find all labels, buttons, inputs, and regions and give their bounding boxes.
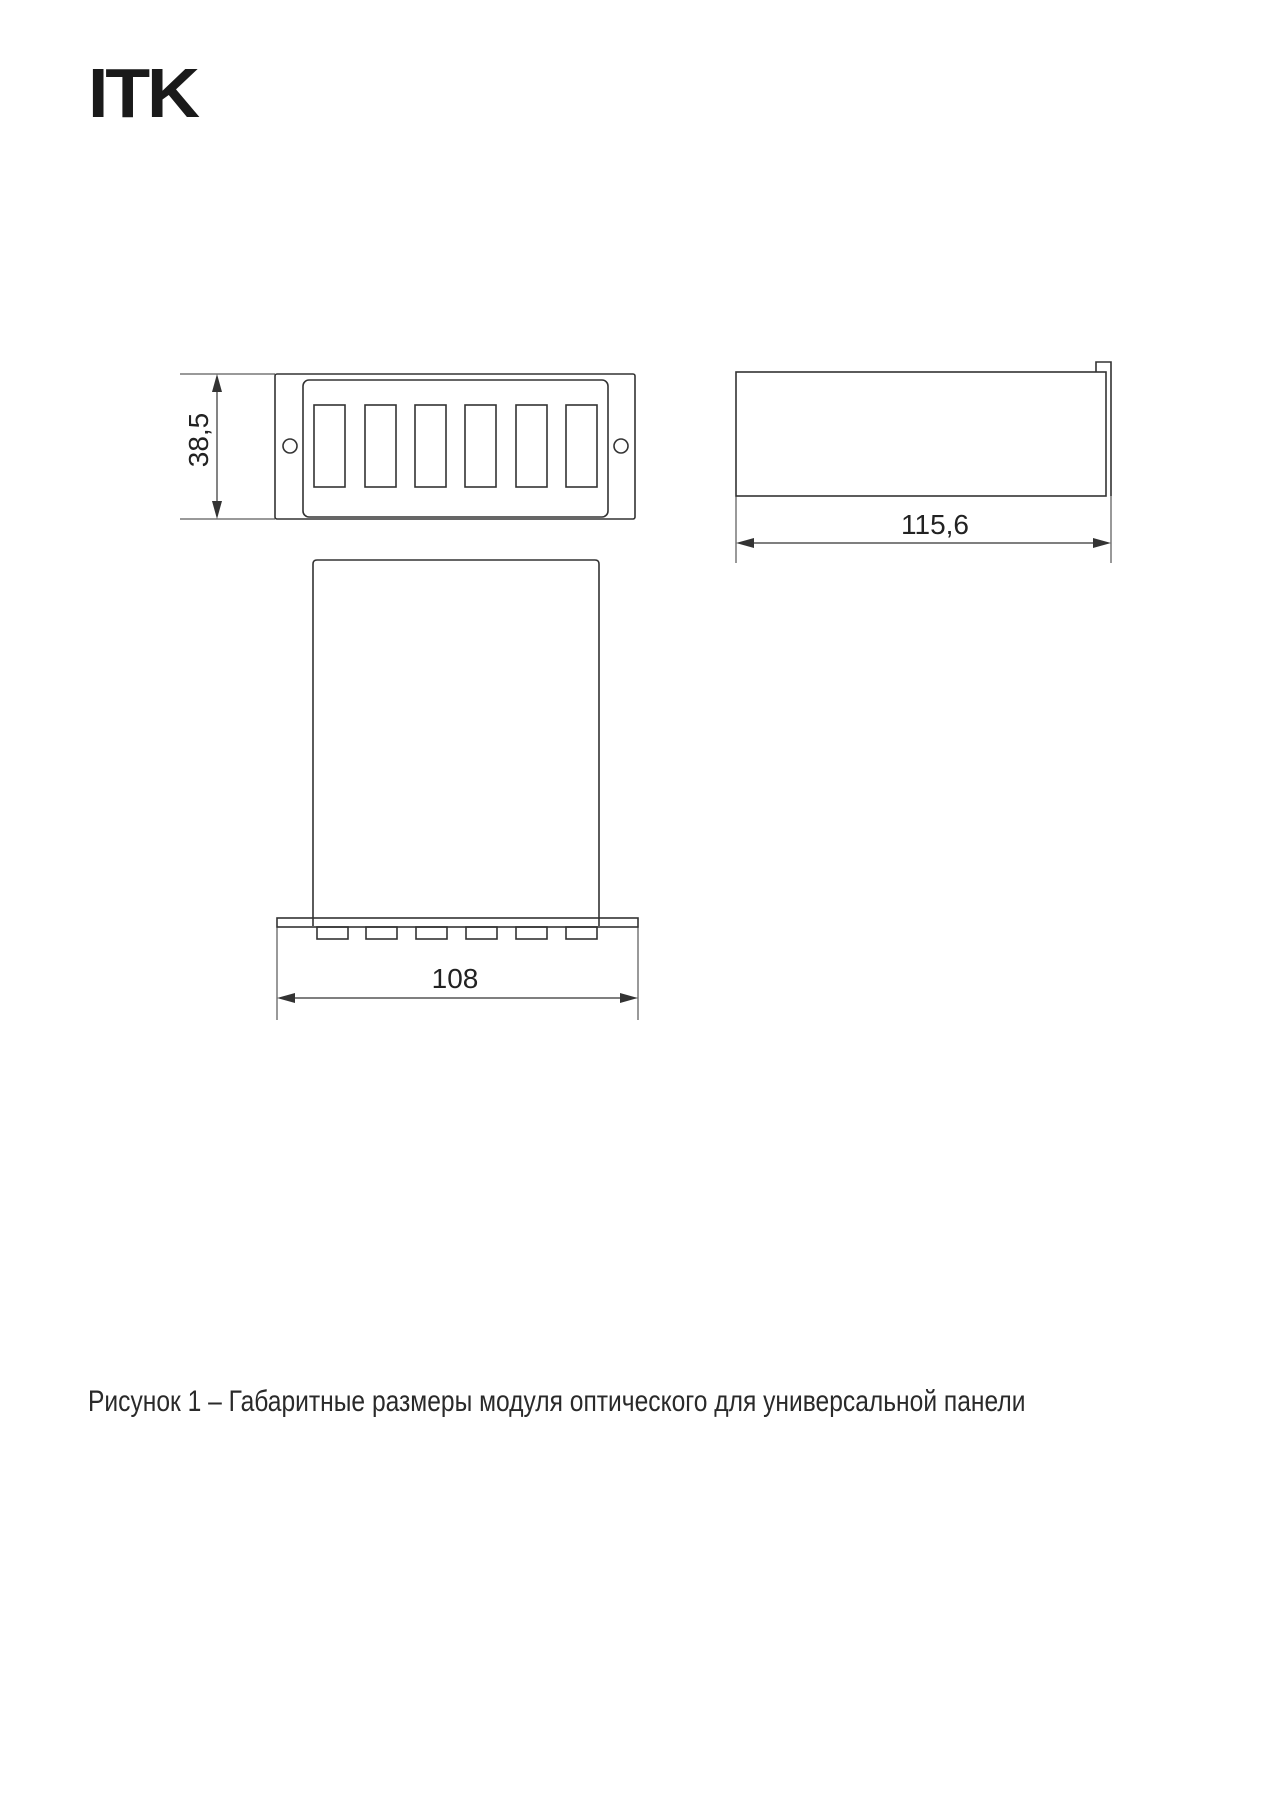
port-stub <box>466 927 497 939</box>
mount-hole-left <box>283 439 297 453</box>
top-flange <box>277 918 638 927</box>
arrowhead <box>620 993 638 1003</box>
port-slot <box>465 405 496 487</box>
top-body <box>313 560 599 926</box>
port-stub <box>366 927 397 939</box>
port-stub <box>516 927 547 939</box>
width-label: 108 <box>431 963 479 994</box>
port-stub <box>317 927 348 939</box>
port-slot <box>516 405 547 487</box>
front-panel-inner <box>303 380 608 517</box>
height-label: 38,5 <box>183 412 214 468</box>
side-view <box>736 362 1111 496</box>
logo-text: ITK <box>88 54 197 132</box>
port-slot <box>566 405 597 487</box>
depth-label: 115,6 <box>901 509 969 540</box>
mount-hole-right <box>614 439 628 453</box>
port-stub <box>566 927 597 939</box>
port-slot <box>314 405 345 487</box>
port-slot <box>415 405 446 487</box>
top-view <box>277 560 638 939</box>
port-slot <box>365 405 396 487</box>
port-stub <box>416 927 447 939</box>
arrowhead <box>212 374 222 392</box>
figure-caption: Рисунок 1 – Габаритные размеры модуля оптического для универсальной панели <box>88 1385 1026 1418</box>
front-view <box>275 374 635 519</box>
arrowhead <box>1093 538 1111 548</box>
arrowhead <box>277 993 295 1003</box>
side-body <box>736 372 1106 496</box>
arrowhead <box>736 538 754 548</box>
front-plate <box>275 374 635 519</box>
arrowhead <box>212 501 222 519</box>
side-flange <box>1096 362 1111 496</box>
